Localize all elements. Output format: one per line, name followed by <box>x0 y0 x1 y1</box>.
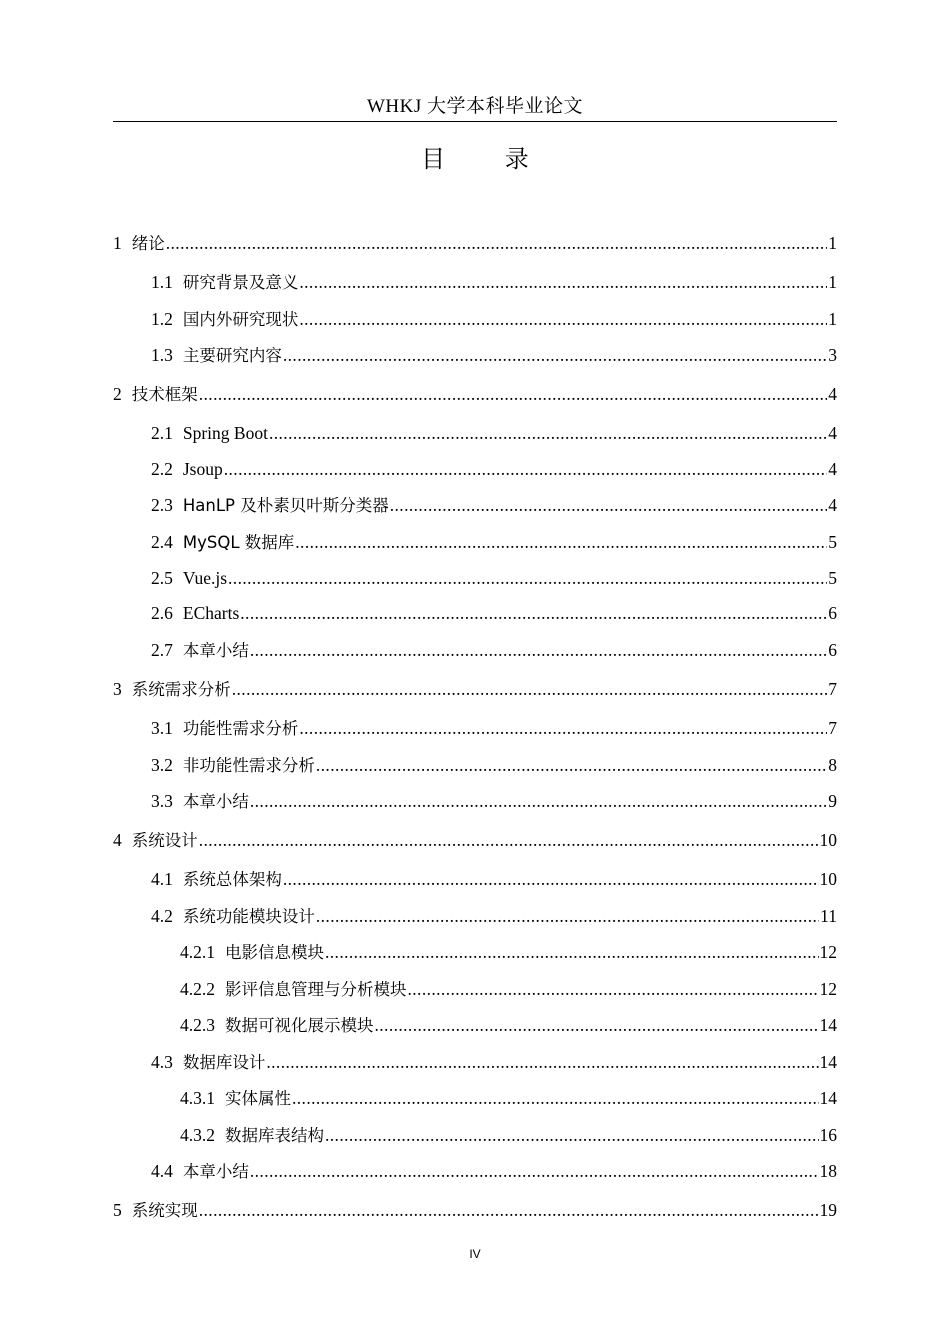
toc-entry-page: 4 <box>828 459 837 479</box>
toc-entry[interactable] <box>113 752 837 778</box>
toc-entry-page: 16 <box>819 1125 837 1145</box>
toc-entry-title: 研究背景及意义 <box>182 273 299 292</box>
dot-leader <box>299 269 827 295</box>
toc-entry-title: 数据可视化展示模块 <box>225 1016 374 1035</box>
toc-entry-title: Jsoup <box>182 459 223 479</box>
toc-entry-title: 技术框架 <box>131 385 198 404</box>
toc-entry-page: 8 <box>828 755 837 775</box>
toc-entry-number: 4 <box>113 830 122 850</box>
toc-entry-title: 系统功能模块设计 <box>182 907 315 926</box>
toc-entry-page: 10 <box>819 869 837 889</box>
dot-leader <box>316 903 819 929</box>
page-number: IV <box>469 1247 481 1261</box>
toc-entry-page: 5 <box>828 532 837 552</box>
dot-leader <box>269 420 827 446</box>
toc-entry-title: 实体属性 <box>225 1089 291 1108</box>
toc-entry[interactable] <box>113 788 837 814</box>
dot-leader <box>250 1158 819 1184</box>
toc-entry-number: 4.2.2 <box>180 979 215 999</box>
dot-leader <box>199 827 819 853</box>
toc-entry[interactable] <box>113 1049 837 1075</box>
toc-entry-title: 电影信息模块 <box>225 943 324 962</box>
toc-entry-page: 7 <box>828 679 837 699</box>
toc-entry-title: 系统总体架构 <box>182 870 282 889</box>
toc-entry-number: 4.2.1 <box>180 942 215 962</box>
toc-entry-number: 2 <box>113 384 122 404</box>
toc-entry-number: 2.7 <box>151 640 173 660</box>
toc-entry-title: 系统设计 <box>131 831 198 850</box>
toc-entry-number: 4.3.2 <box>180 1125 215 1145</box>
toc-entry-number: 4.2.3 <box>180 1015 215 1035</box>
dot-leader <box>299 715 827 741</box>
toc-entry-title: 本章小结 <box>182 1162 249 1181</box>
toc-entry[interactable] <box>113 866 837 892</box>
toc-entry-number: 4.3.1 <box>180 1088 215 1108</box>
toc-entry[interactable] <box>113 1197 837 1223</box>
toc-entry-title: Spring Boot <box>182 423 268 443</box>
toc-entry-number: 3.3 <box>151 791 173 811</box>
toc-entry[interactable] <box>113 492 837 518</box>
dot-leader <box>250 788 827 814</box>
toc-entry-page: 7 <box>828 718 837 738</box>
dot-leader <box>295 529 827 555</box>
toc-entry[interactable] <box>113 342 837 368</box>
dot-leader <box>228 565 827 591</box>
toc-entry-title: 主要研究内容 <box>182 346 282 365</box>
toc-entry-page: 14 <box>819 1015 837 1035</box>
toc-entry-title: HanLP 及朴素贝叶斯分类器 <box>182 496 389 515</box>
toc-entry-number: 3 <box>113 679 122 699</box>
dot-leader <box>166 230 828 256</box>
toc-entry-number: 1.1 <box>151 272 173 292</box>
toc-entry-page: 9 <box>828 791 837 811</box>
toc-entry-number: 4.2 <box>151 906 173 926</box>
toc-entry-number: 2.3 <box>151 495 173 515</box>
toc-entry[interactable] <box>113 715 837 741</box>
toc-entry-title: 本章小结 <box>182 792 249 811</box>
dot-leader <box>250 637 827 663</box>
toc-title: 目 录 <box>421 145 555 173</box>
toc-entry-title: 非功能性需求分析 <box>182 756 315 775</box>
dot-leader <box>199 1197 819 1223</box>
toc-entry-number: 5 <box>113 1200 122 1220</box>
dot-leader <box>283 866 819 892</box>
toc-entry-page: 4 <box>828 495 837 515</box>
toc-entry-number: 4.4 <box>151 1161 173 1181</box>
toc-entry-page: 10 <box>819 830 837 850</box>
dot-leader <box>199 381 828 407</box>
toc-entry-title: 数据库表结构 <box>225 1126 324 1145</box>
dot-leader <box>232 676 828 702</box>
toc-entry-title: 系统实现 <box>131 1201 198 1220</box>
toc-entry[interactable] <box>113 230 837 256</box>
header-rule <box>113 121 837 122</box>
toc-entry-page: 12 <box>819 979 837 999</box>
toc-entry[interactable] <box>113 1012 837 1038</box>
toc-entry-title: MySQL 数据库 <box>182 533 295 552</box>
toc-entry-title: 国内外研究现状 <box>182 310 299 329</box>
toc-entry-title: 功能性需求分析 <box>182 719 299 738</box>
toc-entry[interactable] <box>113 529 837 555</box>
toc-entry[interactable] <box>113 827 837 853</box>
toc-entry[interactable] <box>113 976 837 1002</box>
toc-entry[interactable] <box>113 939 837 965</box>
toc-entry[interactable] <box>113 1158 837 1184</box>
toc-entry-page: 5 <box>828 568 837 588</box>
toc-entry-page: 1 <box>828 272 837 292</box>
toc-entry-title: 数据库设计 <box>182 1053 266 1072</box>
toc-entry[interactable] <box>113 1085 837 1111</box>
dot-leader <box>325 939 819 965</box>
toc-entry[interactable] <box>113 269 837 295</box>
toc-entry-page: 4 <box>828 423 837 443</box>
toc-entry-page: 6 <box>828 640 837 660</box>
toc-entry[interactable] <box>113 306 837 332</box>
toc-entry-page: 1 <box>828 233 837 253</box>
toc-entry[interactable] <box>113 381 837 407</box>
toc-entry-title: 系统需求分析 <box>131 680 231 699</box>
toc-entry-number: 3.1 <box>151 718 173 738</box>
toc-entry[interactable] <box>113 637 837 663</box>
dot-leader <box>408 976 819 1002</box>
dot-leader <box>316 752 827 778</box>
toc-entry-page: 18 <box>819 1161 837 1181</box>
page-header: WHKJ 大学本科毕业论文 <box>366 96 584 117</box>
toc-entry[interactable] <box>113 903 837 929</box>
toc-entry-number: 2.5 <box>151 568 173 588</box>
toc-entry-page: 14 <box>819 1088 837 1108</box>
toc-entry-number: 1.3 <box>151 345 173 365</box>
toc-entry-title: Vue.js <box>182 568 228 588</box>
toc-entry-title: ECharts <box>182 603 240 623</box>
toc-entry-page: 14 <box>819 1052 837 1072</box>
toc-entry-number: 4.3 <box>151 1052 173 1072</box>
toc-entry[interactable] <box>113 420 837 446</box>
toc-entry-number: 2.4 <box>151 532 173 552</box>
toc-entry-number: 2.1 <box>151 423 173 443</box>
toc-entry-page: 6 <box>828 603 837 623</box>
dot-leader <box>390 492 828 518</box>
toc-entry-number: 4.1 <box>151 869 173 889</box>
dot-leader <box>283 342 827 368</box>
toc-entry-page: 4 <box>828 384 837 404</box>
toc-entry[interactable] <box>113 565 837 591</box>
dot-leader <box>240 600 827 626</box>
dot-leader <box>224 456 828 482</box>
toc-entry-title: 影评信息管理与分析模块 <box>225 980 407 999</box>
toc-entry[interactable] <box>113 456 837 482</box>
dot-leader <box>266 1049 818 1075</box>
toc-entry-number: 1.2 <box>151 309 173 329</box>
dot-leader <box>292 1085 819 1111</box>
toc-entry-title: 本章小结 <box>182 641 249 660</box>
toc-entry-number: 2.2 <box>151 459 173 479</box>
toc-entry-title: 绪论 <box>131 234 165 253</box>
toc-entry-page: 3 <box>828 345 837 365</box>
toc-entry-number: 1 <box>113 233 122 253</box>
toc-entry[interactable] <box>113 600 837 626</box>
toc-entry-page: 1 <box>828 309 837 329</box>
toc-entry-page: 12 <box>819 942 837 962</box>
toc-entry[interactable] <box>113 676 837 702</box>
dot-leader <box>325 1122 819 1148</box>
dot-leader <box>299 306 827 332</box>
toc-entry-number: 3.2 <box>151 755 173 775</box>
toc-entry-number: 2.6 <box>151 603 173 623</box>
toc-entry-page: 11 <box>820 906 837 926</box>
dot-leader <box>375 1012 819 1038</box>
toc-entry-page: 19 <box>819 1200 837 1220</box>
toc-entry[interactable] <box>113 1122 837 1148</box>
